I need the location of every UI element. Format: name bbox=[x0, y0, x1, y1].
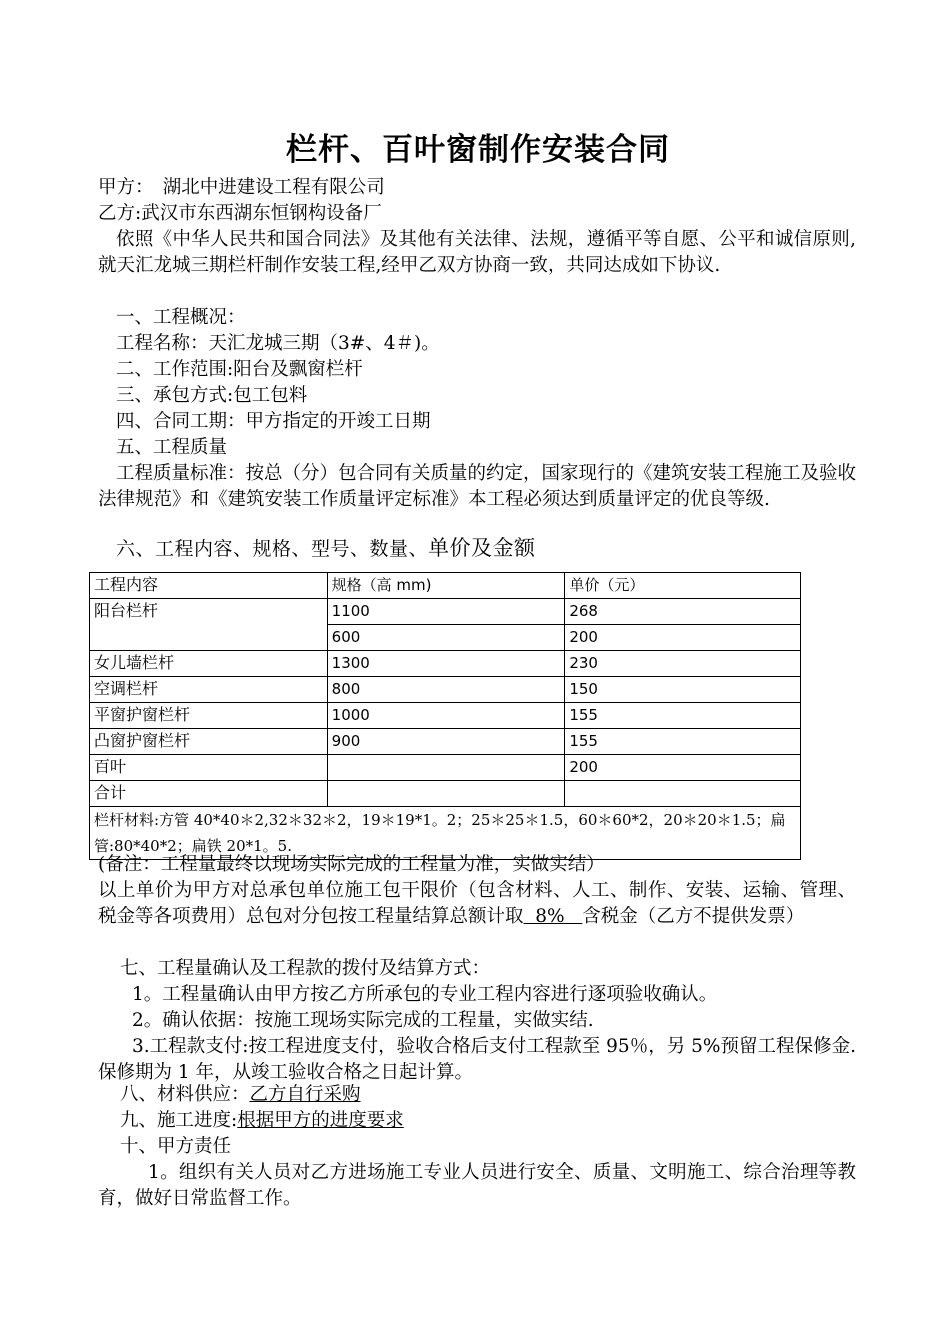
section-1-heading: 一、工程概况： bbox=[116, 307, 246, 328]
table-cell: 凸窗护窗栏杆 bbox=[90, 729, 328, 755]
price-table bbox=[89, 572, 801, 860]
table-cell bbox=[327, 755, 565, 781]
table-materials-row bbox=[90, 807, 801, 860]
table-header-cell: 单价（元） bbox=[565, 573, 801, 599]
table-row bbox=[90, 651, 801, 677]
table-cell: 女儿墙栏杆 bbox=[90, 651, 328, 677]
price-text-a: 以上单价为甲方对总承包单位施工包干限价（包含材料、人工、制作、安装、运输、管理、税金等各项费用）总包对分包按工程量结算总额计取 bbox=[98, 880, 856, 927]
section-4: 四、合同工期：甲方指定的开竣工日期 bbox=[116, 411, 431, 432]
table-header-row bbox=[90, 573, 801, 599]
table-cell: 1300 bbox=[327, 651, 565, 677]
section-3: 三、承包方式:包工包料 bbox=[116, 385, 308, 406]
intro-paragraph: 依照《中华人民共和国合同法》及其他有关法律、法规，遵循平等自愿、公平和诚信原则,就天汇龙城三期栏杆制作安装工程,经甲乙双方协商一致，共同达成如下协议. bbox=[98, 229, 856, 276]
price-rate: 8% bbox=[523, 906, 583, 927]
section-8 bbox=[120, 1082, 880, 1108]
materials-cell: 栏杆材料:方管 40*40＊2,32＊32＊2，19＊19*1。2；25＊25＊1.5，60＊60*2，20＊20＊1.5；扁管:80*40*2；扁铁 20*1。5. bbox=[90, 807, 801, 860]
table-cell: 800 bbox=[327, 677, 565, 703]
table-cell: 百叶 bbox=[90, 755, 328, 781]
table-cell: 平窗护窗栏杆 bbox=[90, 703, 328, 729]
table-cell: 阳台栏杆 bbox=[90, 599, 328, 651]
quality-standard: 工程质量标准：按总（分）包合同有关质量的约定，国家现行的《建筑安装工程施工及验收法律规范》和《建筑安装工作质量评定标准》本工程必须达到质量评定的优良等级. bbox=[98, 463, 857, 510]
table-cell: 1000 bbox=[327, 703, 565, 729]
section-6-heading bbox=[116, 535, 876, 562]
section-10-item-1: 1。组织有关人员对乙方进场施工专业人员进行安全、质量、文明施工、综合治理等教育，做好日常监督工作。 bbox=[98, 1162, 856, 1209]
section-7-heading: 七、工程量确认及工程款的拨付及结算方式： bbox=[120, 958, 491, 979]
section-6-heading-a: 六、工程内容、规格、型号、数量、 bbox=[116, 538, 429, 560]
table-cell: 合计 bbox=[90, 781, 328, 807]
table-row bbox=[90, 781, 801, 807]
table-row bbox=[90, 703, 801, 729]
section-7-item-2: 2。确认依据：按施工现场实际完成的工程量，实做实结. bbox=[132, 1010, 594, 1031]
section-5-heading: 五、工程质量 bbox=[116, 437, 228, 458]
table-header-cell: 工程内容 bbox=[90, 573, 328, 599]
document-title: 栏杆、百叶窗制作安装合同 bbox=[286, 132, 670, 168]
table-cell: 268 bbox=[565, 599, 801, 625]
table-cell: 200 bbox=[565, 625, 801, 651]
table-cell: 155 bbox=[565, 703, 801, 729]
party-a: 甲方： 湖北中进建设工程有限公司 bbox=[98, 177, 385, 198]
table-cell: 600 bbox=[327, 625, 565, 651]
table-cell: 空调栏杆 bbox=[90, 677, 328, 703]
section-10-heading: 十、甲方责任 bbox=[120, 1136, 232, 1157]
section-7-item-3: 3.工程款支付:按工程进度支付，验收合格后支付工程款至 95％，另 5%预留工程保修金. 保修期为 1 年，从竣工验收合格之日起计算。 bbox=[98, 1036, 856, 1083]
table-row bbox=[90, 677, 801, 703]
section-8-value: 乙方自行采购 bbox=[249, 1084, 361, 1105]
party-b: 乙方:武汉市东西湖东恒钢构设备厂 bbox=[98, 203, 382, 224]
table-cell bbox=[327, 781, 565, 807]
table-cell: 900 bbox=[327, 729, 565, 755]
table-cell: 200 bbox=[565, 755, 801, 781]
table-header-cell: 规格（高 mm) bbox=[327, 573, 565, 599]
table-cell: 230 bbox=[565, 651, 801, 677]
section-7-item-1: 1。工程量确认由甲方按乙方所承包的专业工程内容进行逐项验收确认。 bbox=[132, 984, 718, 1005]
table-cell: 150 bbox=[565, 677, 801, 703]
section-6-heading-b: 单价及金额 bbox=[428, 536, 536, 560]
section-9-label: 九、施工进度: bbox=[120, 1110, 238, 1131]
note: (备注：工程量最终以现场实际完成的工程量为准，实做实结） bbox=[98, 854, 605, 875]
table-cell: 1100 bbox=[327, 599, 565, 625]
price-paragraph bbox=[98, 878, 856, 930]
section-2: 二、工作范围:阳台及飘窗栏杆 bbox=[116, 359, 363, 380]
table-row bbox=[90, 729, 801, 755]
section-9-value: 根据甲方的进度要求 bbox=[237, 1110, 404, 1131]
table-row bbox=[90, 599, 801, 625]
project-name: 工程名称：天汇龙城三期（3#、4＃)。 bbox=[116, 333, 440, 354]
table-cell bbox=[565, 781, 801, 807]
price-text-b: 含税金（乙方不提供发票） bbox=[582, 906, 805, 927]
section-9 bbox=[120, 1108, 880, 1134]
table-row bbox=[90, 755, 801, 781]
table-cell: 155 bbox=[565, 729, 801, 755]
section-8-label: 八、材料供应： bbox=[120, 1084, 250, 1105]
